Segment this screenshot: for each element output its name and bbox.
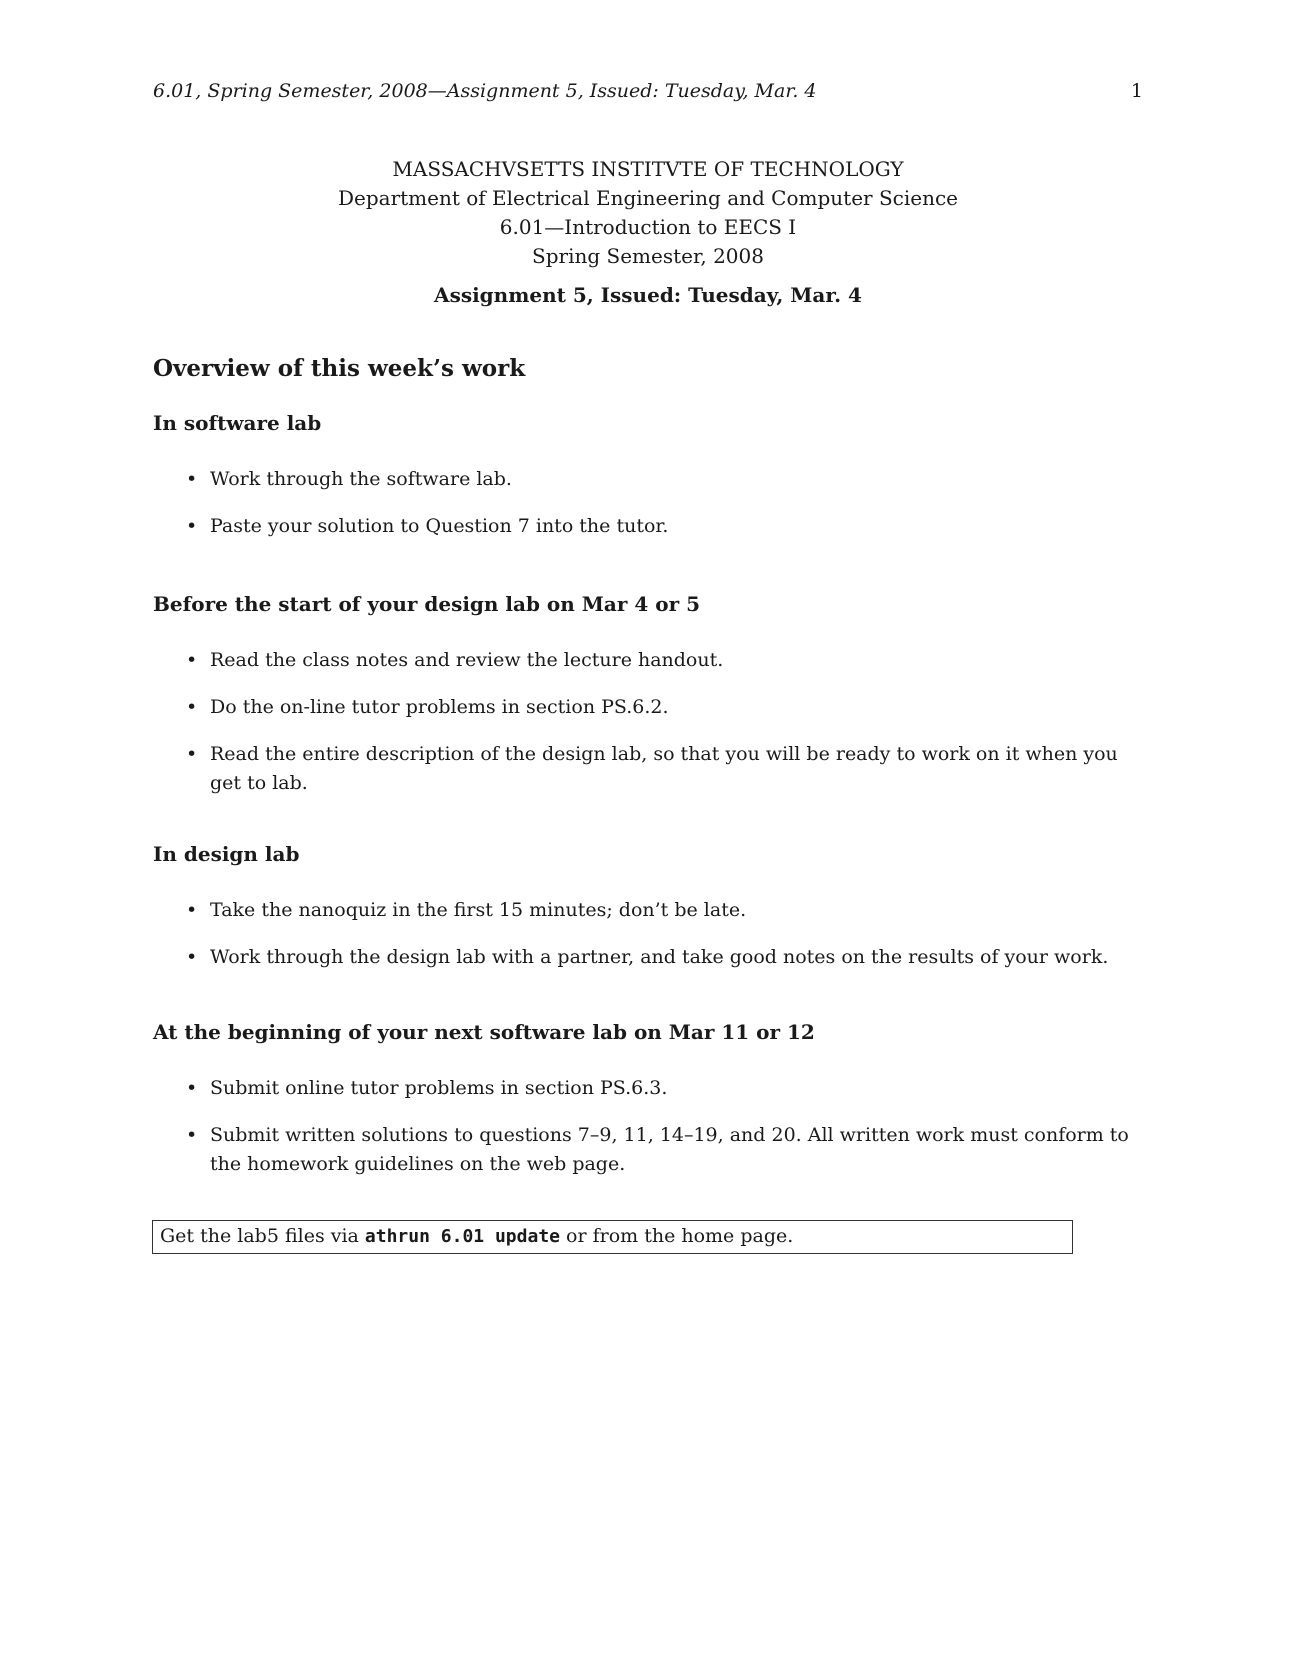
running-title: 6.01, Spring Semester, 2008—Assignment 5, Issued: Tuesday, Mar. 4 xyxy=(153,80,817,102)
bullet-icon: • xyxy=(186,468,198,490)
list-item-text: Paste your solution to Question 7 into the tutor. xyxy=(210,515,669,537)
bullet-icon: • xyxy=(186,899,198,921)
list-item xyxy=(153,1121,1143,1179)
bullet-list xyxy=(153,646,1143,798)
bullet-icon: • xyxy=(186,743,198,765)
list-item-text: Submit online tutor problems in section PS.6.3. xyxy=(210,1077,668,1099)
title-block xyxy=(153,155,1143,271)
term-name: Spring Semester, 2008 xyxy=(532,244,764,268)
bullet-icon: • xyxy=(186,1124,198,1146)
section-design-lab xyxy=(153,840,1143,990)
lab-files-note xyxy=(152,1220,1073,1254)
bullet-icon: • xyxy=(186,696,198,718)
section-next-software-lab xyxy=(153,1018,1143,1197)
note-suffix: or from the home page. xyxy=(560,1225,794,1247)
assignment-title: Assignment 5, Issued: Tuesday, Mar. 4 xyxy=(434,283,862,307)
list-item-text: Work through the design lab with a partner, and take good notes on the results of your work. xyxy=(210,946,1109,968)
section-title: In design lab xyxy=(153,842,300,866)
section-title: At the beginning of your next software lab on Mar 11 or 12 xyxy=(153,1020,815,1044)
bullet-list xyxy=(153,1074,1143,1179)
bullet-list xyxy=(153,465,1143,541)
list-item-text: Work through the software lab. xyxy=(210,468,512,490)
list-item xyxy=(153,1074,1143,1103)
section-title: In software lab xyxy=(153,411,322,435)
list-item-text: Do the on-line tutor problems in section PS.6.2. xyxy=(210,696,669,718)
list-item xyxy=(153,740,1143,798)
department-name: Department of Electrical Engineering and Computer Science xyxy=(337,186,958,210)
list-item xyxy=(153,465,1143,494)
bullet-list xyxy=(153,896,1143,972)
list-item-text: Read the class notes and review the lecture handout. xyxy=(210,649,724,671)
running-header xyxy=(153,80,1143,110)
bullet-icon: • xyxy=(186,649,198,671)
list-item-text: Submit written solutions to questions 7–9, 11, 14–19, and 20. All written work must conform to the homework guidelines on the web page. xyxy=(210,1124,1129,1175)
section-software-lab xyxy=(153,409,1143,559)
bullet-icon: • xyxy=(186,946,198,968)
note-command: athrun 6.01 update xyxy=(364,1226,560,1247)
overview-title: Overview of this week’s work xyxy=(153,355,526,382)
bullet-icon: • xyxy=(186,515,198,537)
list-item xyxy=(153,943,1143,972)
list-item xyxy=(153,512,1143,541)
list-item-text: Take the nanoquiz in the first 15 minutes; don’t be late. xyxy=(210,899,747,921)
section-title: Before the start of your design lab on Mar 4 or 5 xyxy=(153,592,701,616)
list-item-text: Read the entire description of the design lab, so that you will be ready to work on it when you get to lab. xyxy=(210,743,1118,794)
page-number: 1 xyxy=(1130,80,1143,102)
list-item xyxy=(153,693,1143,722)
list-item xyxy=(153,896,1143,925)
section-before-design-lab xyxy=(153,590,1143,816)
course-name: 6.01—Introduction to EECS I xyxy=(499,215,797,239)
note-prefix: Get the lab5 files via xyxy=(160,1225,365,1247)
list-item xyxy=(153,646,1143,675)
institution-name: MASSACHVSETTS INSTITVTE OF TECHNOLOGY xyxy=(392,157,904,181)
bullet-icon: • xyxy=(186,1077,198,1099)
